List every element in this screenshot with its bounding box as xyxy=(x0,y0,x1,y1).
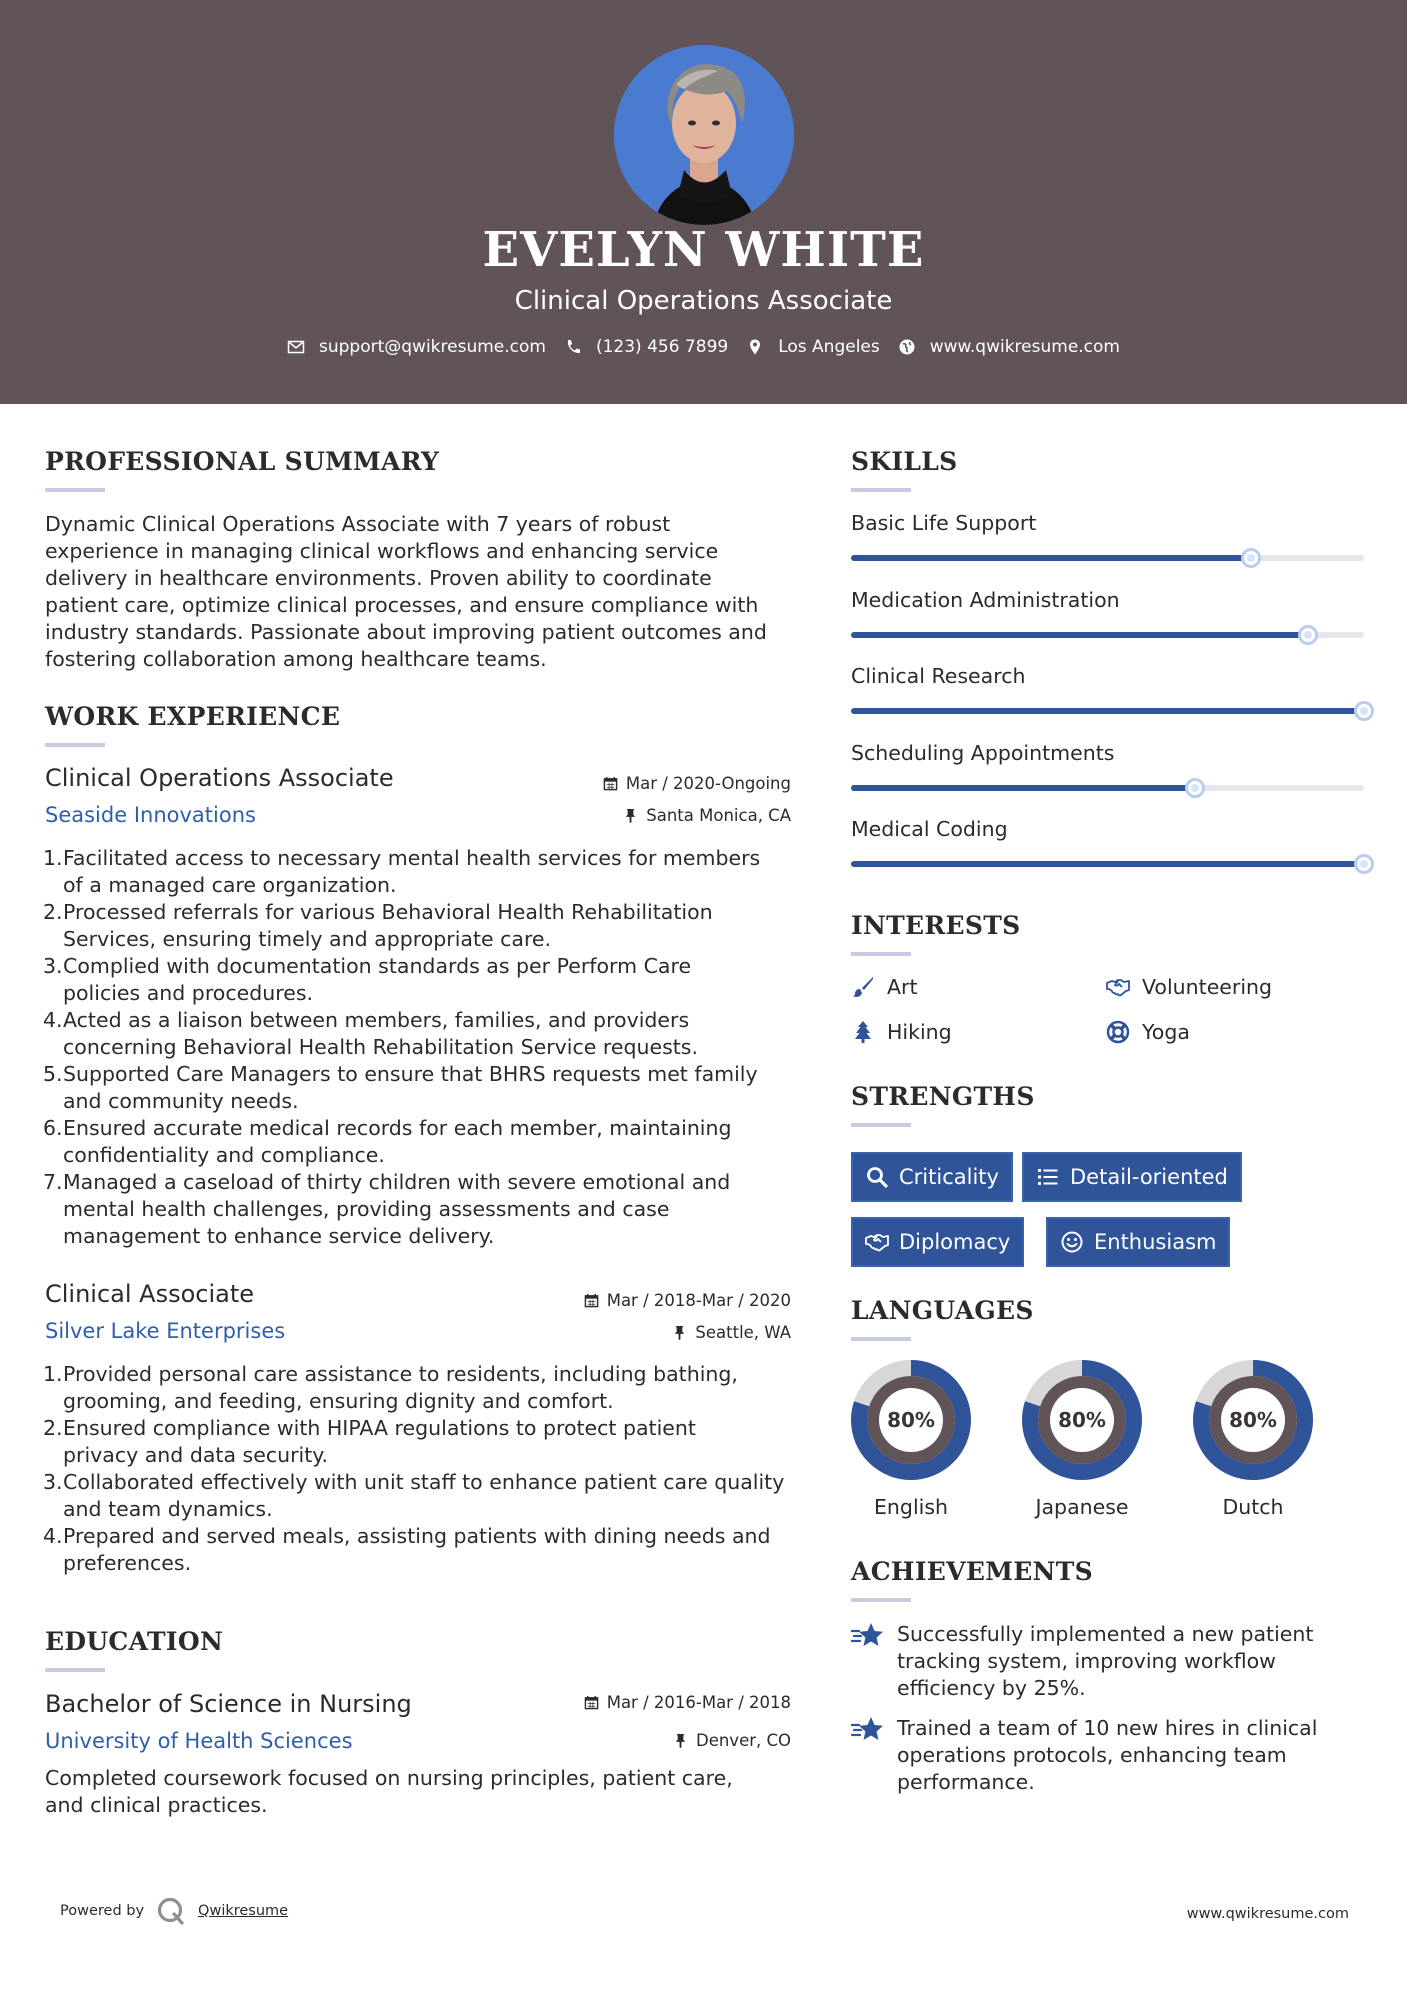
calendar-icon xyxy=(584,1293,599,1308)
achievements-rule xyxy=(851,1598,911,1602)
job-location xyxy=(623,806,791,825)
strength-chip-diplomacy xyxy=(851,1217,1024,1267)
interest-label: Art xyxy=(887,975,918,999)
experience-heading: WORK EXPERIENCE xyxy=(45,702,341,731)
summary-rule xyxy=(45,488,105,492)
job-location-text: Seattle, WA xyxy=(695,1323,791,1342)
achievement-item xyxy=(851,1715,1317,1796)
qwikresume-link[interactable]: Qwikresume xyxy=(198,1903,289,1919)
job-duties-list xyxy=(45,1361,805,1577)
footer-website-link[interactable]: www.qwikresume.com xyxy=(1186,1906,1349,1922)
pushpin-icon xyxy=(673,1733,688,1748)
education-location xyxy=(673,1731,791,1750)
skill-bar-fill xyxy=(851,861,1364,867)
language-percent: 80% xyxy=(887,1408,935,1432)
job-date-text: Mar / 2020-Ongoing xyxy=(625,774,791,793)
education-description xyxy=(45,1765,733,1819)
language-ring xyxy=(1192,1359,1314,1481)
skill-bar-track xyxy=(851,861,1364,867)
summary-line: fostering collaboration among healthcare teams. xyxy=(45,647,547,671)
summary-line: experience in managing clinical workflows and enhancing service xyxy=(45,539,719,563)
skill-bar-fill xyxy=(851,632,1308,638)
job-date xyxy=(584,1291,791,1310)
education-rule xyxy=(45,1668,105,1672)
strength-chip-detail-oriented xyxy=(1022,1152,1242,1202)
job-title: Clinical Associate xyxy=(45,1280,255,1308)
handshake-icon xyxy=(865,1230,889,1254)
job-duties-list xyxy=(45,845,795,1250)
education-date xyxy=(584,1693,791,1712)
language-name: Japanese xyxy=(1035,1495,1129,1519)
strength-label: Detail-oriented xyxy=(1070,1165,1228,1189)
contact-location xyxy=(746,337,880,357)
education-line: Completed coursework focused on nursing principles, patient care, xyxy=(45,1766,733,1790)
list-item: 1. Facilitated access to necessary mental health services for members of a managed care organization. xyxy=(43,846,761,897)
interest-label: Yoga xyxy=(1142,1020,1190,1044)
powered-by-label: Powered by xyxy=(60,1903,145,1919)
pushpin-icon xyxy=(623,808,638,823)
language-item xyxy=(850,1359,972,1519)
strength-label: Enthusiasm xyxy=(1094,1230,1217,1254)
achievements-heading: ACHIEVEMENTS xyxy=(851,1557,1093,1586)
list-item: 5. Supported Care Managers to ensure that BHRS requests met family and community needs. xyxy=(43,1062,758,1113)
strengths-heading: STRENGTHS xyxy=(851,1082,1035,1111)
language-item xyxy=(1021,1359,1143,1519)
job-location-text: Santa Monica, CA xyxy=(646,806,791,825)
star-icon xyxy=(851,1715,885,1745)
skill-bar-fill xyxy=(851,708,1364,714)
list-item: 2. Processed referrals for various Behavioral Health Rehabilitation Services, ensuring timely and appropriate care. xyxy=(43,900,713,951)
skill-name: Scheduling Appointments xyxy=(851,740,1115,765)
contact-email[interactable] xyxy=(287,337,546,357)
footer-branding xyxy=(60,1896,288,1926)
skill-bar-track xyxy=(851,555,1364,561)
education-heading: EDUCATION xyxy=(45,1627,224,1656)
interest-hiking xyxy=(851,1020,952,1044)
job-location xyxy=(672,1323,791,1342)
skill-bar-track xyxy=(851,785,1364,791)
list-item: 4. Acted as a liaison between members, families, and providers concerning Behavioral Health Rehabilitation Service requests. xyxy=(43,1008,698,1059)
portrait-image xyxy=(614,45,794,225)
contact-location-text: Los Angeles xyxy=(778,337,880,357)
skill-level-knob xyxy=(1298,625,1318,645)
profile-photo xyxy=(614,45,794,225)
interests-rule xyxy=(851,952,911,956)
handshake-icon xyxy=(1106,975,1130,999)
summary-text xyxy=(45,511,767,673)
list-item: 7. Managed a caseload of thirty children with severe emotional and mental health challenges, providing assessments and case management to enhance service delivery. xyxy=(43,1170,731,1248)
interest-label: Volunteering xyxy=(1142,975,1273,999)
strength-label: Criticality xyxy=(899,1165,999,1189)
experience-rule xyxy=(45,743,105,747)
list-item: 3. Collaborated effectively with unit staff to enhance patient care quality and team dynamics. xyxy=(43,1470,785,1521)
job-title: Clinical Operations Associate xyxy=(45,764,394,792)
contact-website[interactable] xyxy=(898,337,1120,357)
lifebuoy-icon xyxy=(1106,1020,1130,1044)
job-date-text: Mar / 2018-Mar / 2020 xyxy=(606,1291,791,1310)
list-item: 1. Provided personal care assistance to residents, including bathing, grooming, and feeding, ensuring dignity and comfort. xyxy=(43,1362,738,1413)
calendar-icon xyxy=(584,1695,599,1710)
degree-title: Bachelor of Science in Nursing xyxy=(45,1690,412,1718)
summary-line: delivery in healthcare environments. Proven ability to coordinate xyxy=(45,566,712,590)
languages-rule xyxy=(851,1337,911,1341)
candidate-title: Clinical Operations Associate xyxy=(514,286,893,316)
summary-line: patient care, optimize clinical processes, and ensure compliance with xyxy=(45,593,759,617)
list-icon xyxy=(1036,1165,1060,1189)
candidate-name: EVELYN WHITE xyxy=(482,222,925,278)
paintbrush-icon xyxy=(851,975,875,999)
skill-name: Clinical Research xyxy=(851,664,1026,688)
contact-phone-text: (123) 456 7899 xyxy=(595,337,729,357)
strengths-rule xyxy=(851,1123,911,1127)
list-item: 2. Ensured compliance with HIPAA regulations to protect patient privacy and data security. xyxy=(43,1416,696,1467)
interest-art xyxy=(851,975,918,999)
skill-level-knob xyxy=(1354,701,1374,721)
language-ring xyxy=(1021,1359,1143,1481)
strength-label: Diplomacy xyxy=(899,1230,1011,1254)
interest-yoga xyxy=(1106,1020,1190,1044)
pushpin-icon xyxy=(672,1325,687,1340)
resume-header xyxy=(0,0,1407,404)
achievement-item xyxy=(851,1621,1313,1702)
list-item: 4. Prepared and served meals, assisting patients with dining needs and preferences. xyxy=(43,1524,771,1575)
strength-chip-criticality xyxy=(851,1152,1013,1202)
map-pin-icon xyxy=(746,338,764,356)
calendar-icon xyxy=(603,776,618,791)
skill-bar-fill xyxy=(851,785,1195,791)
list-item: 3. Complied with documentation standards as per Perform Care policies and procedures. xyxy=(43,954,692,1005)
language-percent: 80% xyxy=(1058,1408,1106,1432)
interest-volunteering xyxy=(1106,975,1272,999)
education-location-text: Denver, CO xyxy=(695,1731,791,1750)
envelope-icon xyxy=(287,338,305,356)
search-icon xyxy=(865,1165,889,1189)
skill-name: Basic Life Support xyxy=(851,511,1037,535)
summary-line: Dynamic Clinical Operations Associate with 7 years of robust xyxy=(45,512,671,536)
language-item xyxy=(1192,1359,1314,1519)
strength-chip-enthusiasm xyxy=(1046,1217,1230,1267)
interests-heading: INTERESTS xyxy=(851,911,1021,940)
skill-name: Medical Coding xyxy=(851,817,1008,841)
skills-heading: SKILLS xyxy=(851,447,958,476)
contact-email-text: support@qwikresume.com xyxy=(319,337,546,357)
globe-icon xyxy=(898,338,916,356)
contact-bar xyxy=(0,337,1407,357)
skill-bar-fill xyxy=(851,555,1251,561)
contact-phone[interactable] xyxy=(564,337,728,357)
contact-website-text: www.qwikresume.com xyxy=(929,337,1120,357)
language-ring xyxy=(850,1359,972,1481)
summary-line: industry standards. Passionate about improving patient outcomes and xyxy=(45,620,767,644)
skill-level-knob xyxy=(1241,548,1261,568)
smile-icon xyxy=(1060,1230,1084,1254)
skill-bar-track xyxy=(851,632,1364,638)
school-name[interactable]: University of Health Sciences xyxy=(45,1729,353,1753)
phone-icon xyxy=(564,338,582,356)
education-line: and clinical practices. xyxy=(45,1793,268,1817)
job-company[interactable]: Silver Lake Enterprises xyxy=(45,1319,286,1343)
job-company[interactable]: Seaside Innovations xyxy=(45,803,256,827)
job-date xyxy=(603,774,791,793)
languages-heading: LANGUAGES xyxy=(851,1296,1034,1325)
summary-heading: PROFESSIONAL SUMMARY xyxy=(45,447,440,476)
language-name: English xyxy=(873,1495,949,1519)
skills-rule xyxy=(851,488,911,492)
skill-bar-track xyxy=(851,708,1364,714)
skill-name: Medication Administration xyxy=(851,587,1120,612)
interest-label: Hiking xyxy=(887,1020,952,1044)
skill-level-knob xyxy=(1185,778,1205,798)
achievement-text: Successfully implemented a new patient tracking system, improving workflow efficiency by 25%. xyxy=(897,1622,1314,1700)
language-percent: 80% xyxy=(1229,1408,1277,1432)
star-icon xyxy=(851,1621,885,1651)
tree-icon xyxy=(851,1020,875,1044)
education-date-text: Mar / 2016-Mar / 2018 xyxy=(606,1693,791,1712)
language-name: Dutch xyxy=(1222,1495,1284,1519)
list-item: 6. Ensured accurate medical records for each member, maintaining confidentiality and compliance. xyxy=(43,1116,732,1167)
skill-level-knob xyxy=(1354,854,1374,874)
qwikresume-logo-icon xyxy=(156,1896,186,1926)
achievement-text: Trained a team of 10 new hires in clinical operations protocols, enhancing team performance. xyxy=(897,1716,1318,1794)
